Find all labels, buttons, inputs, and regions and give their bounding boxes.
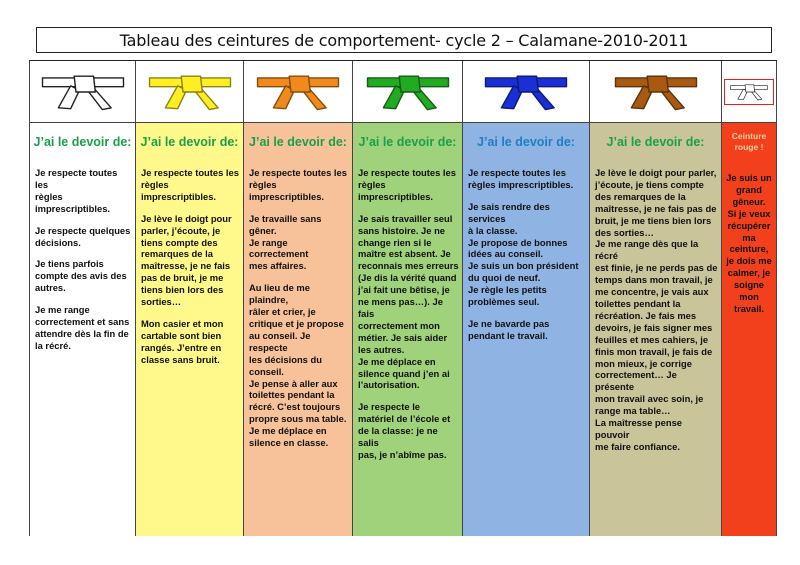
yellow-belt-icon [146, 72, 234, 112]
title-box [36, 27, 772, 53]
rule-paragraph: Je respecte toutes les règles imprescriptibles. [468, 167, 574, 190]
column-body [136, 161, 243, 536]
rule-paragraph: Je respecte toutes les règles imprescriptibles. [35, 167, 118, 214]
red-belt-icon [729, 82, 769, 102]
column-body [353, 161, 462, 536]
column-header: J’ai le devoir de: [606, 135, 705, 149]
column-header: J’ai le devoir de: [249, 135, 347, 149]
rule-paragraph: Je lève le doigt pour parler, j’écoute, je tiens compte des remarques de la maîtresse, je ne fais pas de bruit, je me tiens bien lors des sorties… Je me range dès que la récré est finie, je ne perds pas de temps dans mon travail, je me concentre, je vais aux toilettes pendant la récréation. Je fais mes devoirs, je fais signer mes feuilles et mes cahiers, je finis mon travail, je fais de mon mieux, je corrige correctement… Je présente mon travail avec soin, je range ma table… La maîtresse pense pouvoir me faire confiance. [595, 167, 718, 452]
red-belt-frame [724, 79, 774, 105]
column-body [30, 161, 135, 536]
belt-cell [353, 61, 462, 123]
belt-column [352, 61, 462, 536]
column-header: J’ai le devoir de: [477, 135, 575, 149]
red-column-text: Je suis un grand gêneur. Si je veux récupérer ma ceinture, je dois me calmer, je soigne mon travail. [726, 173, 772, 314]
red-belt-column [721, 61, 777, 536]
belt-column [135, 61, 243, 536]
rule-paragraph: Au lieu de me plaindre, râler et crier, je critique et je propose au conseil. Je respecte les décisions du conseil. Je pense à aller aux toilettes pendant la récré. C’est toujours propre sous ma table. Je me déplace en silence en classe. [249, 282, 347, 449]
column-header: J’ai le devoir de: [33, 135, 132, 149]
rule-paragraph: Je sais travailler seul sans histoire. Je ne change rien si le maître est absent. Je reconnais mes erreurs (Je dis la vérité quand j’ai fait une bêtise, je ne mens pas…). Je fais correctement mon métier. Je sais aider les autres. Je me déplace en silence quand j’en ai l’autorisation. [358, 212, 459, 391]
rule-paragraph: Je sais rendre des services à la classe. Je propose de bonnes idées au conseil. Je suis un bon président du quoi de neuf. Je règle les petits problèmes seul. [468, 200, 579, 308]
column-header: J’ai le devoir de: [358, 135, 457, 149]
belt-cell [590, 61, 721, 123]
belt-cell [136, 61, 243, 123]
belt-cell [30, 61, 135, 123]
belt-column [243, 61, 352, 536]
rule-paragraph: Je respecte toutes les règles imprescriptibles. [249, 167, 347, 202]
brown-belt-icon [612, 72, 700, 112]
rule-paragraph: Je me range correctement et sans attendre dès la fin de la récré. [35, 304, 130, 351]
rule-paragraph: Je respecte quelques décisions. [35, 224, 131, 248]
blue-belt-icon [482, 72, 570, 112]
rule-paragraph: Je travaille sans gêner. Je range correctement mes affaires. [249, 212, 322, 272]
page-title: Tableau des ceintures de comportement- cycle 2 – Calamane-2010-2011 [119, 30, 689, 50]
column-body [463, 161, 589, 536]
belt-cell [244, 61, 352, 123]
rule-paragraph: Je ne bavarde pas pendant le travail. [468, 317, 550, 341]
white-belt-icon [39, 72, 127, 112]
belt-column [29, 61, 135, 536]
belt-column [462, 61, 589, 536]
belt-column [589, 61, 721, 536]
rule-paragraph: Mon casier et mon cartable sont bien rangés. J’entre en classe sans bruit. [141, 317, 224, 365]
rule-paragraph: Je respecte le matériel de l’école et de la classe: je ne salis pas, je n’abîme pas. [358, 401, 451, 460]
rule-paragraph: Je respecte toutes les règles imprescriptibles. [141, 167, 239, 202]
column-body [722, 161, 776, 536]
column-body [590, 161, 721, 536]
rule-paragraph: Je tiens parfois compte des avis des autres. [35, 258, 127, 294]
orange-belt-icon [254, 72, 342, 112]
rule-paragraph: Je respecte toutes les règles imprescriptibles. [358, 167, 456, 202]
belt-cell [722, 61, 776, 123]
red-column-header: Ceinture rouge ! [731, 131, 767, 152]
green-belt-icon [364, 72, 452, 112]
belt-table [29, 60, 777, 536]
column-header: J’ai le devoir de: [140, 135, 239, 149]
rule-paragraph: Je lève le doigt pour parler, j’écoute, je tiens compte des remarques de la maîtresse, je ne fais pas de bruit, je me tiens bien lors des sorties… [141, 212, 232, 308]
column-body [244, 161, 352, 536]
belt-cell [463, 61, 589, 123]
